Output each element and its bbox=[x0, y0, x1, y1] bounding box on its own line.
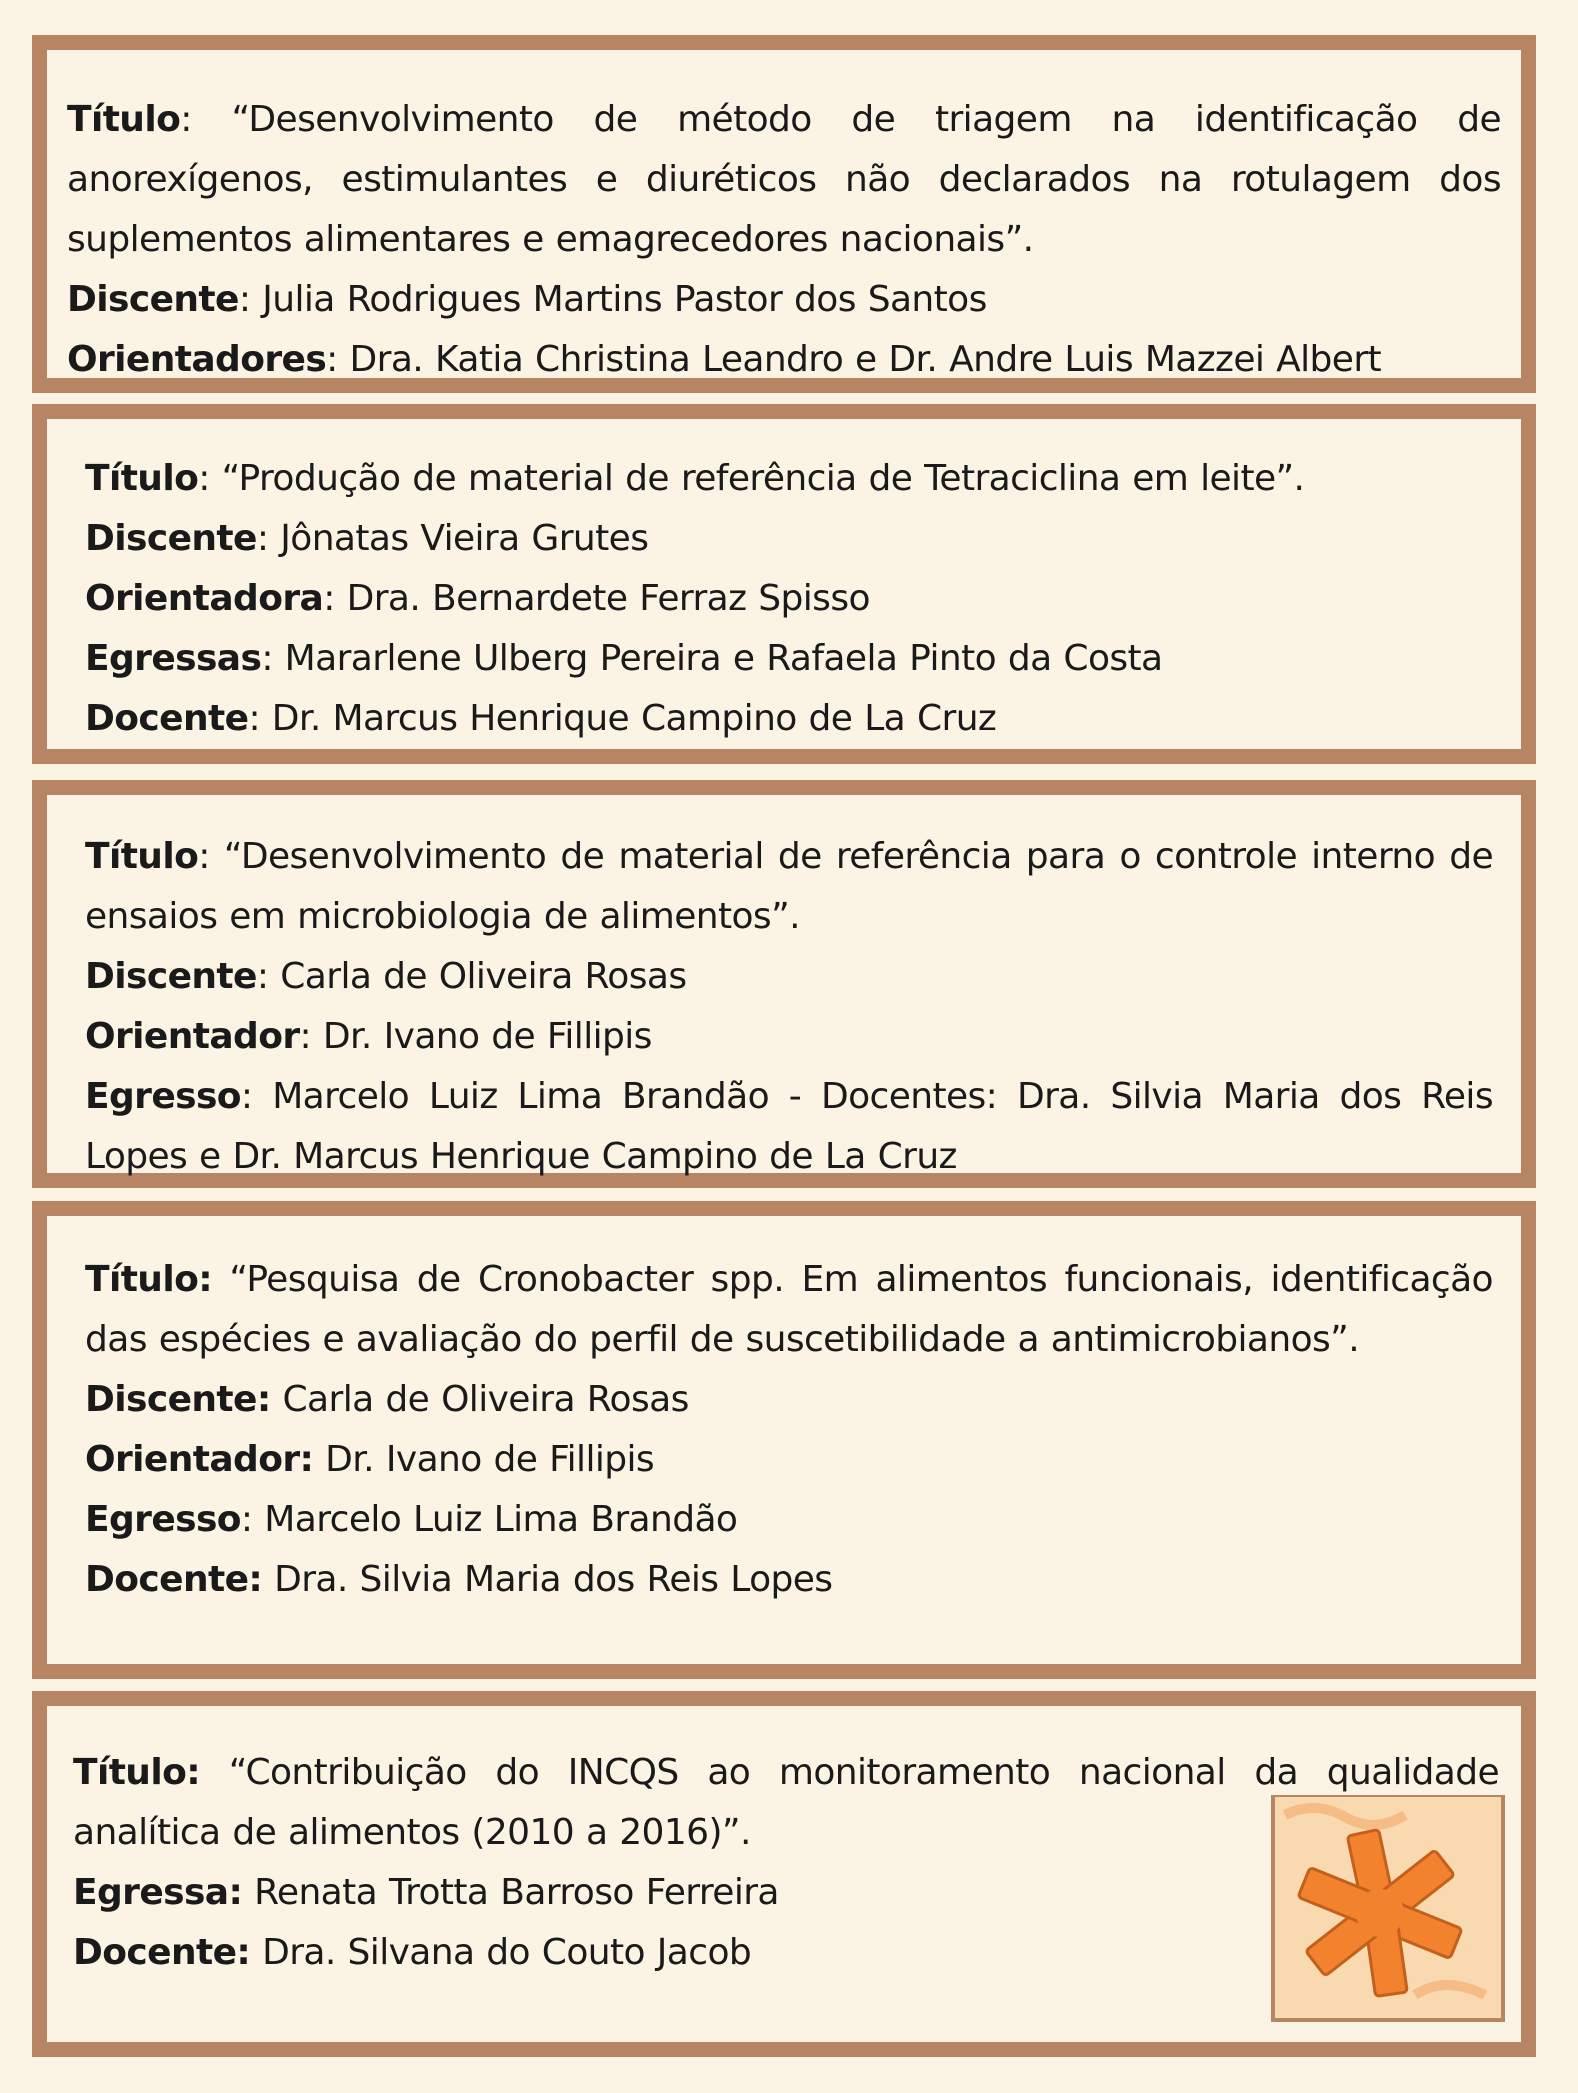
discente-label: Discente bbox=[67, 279, 239, 320]
orientador-value: : Dr. Ivano de Fillipis bbox=[299, 1016, 652, 1057]
orientadores-value: : Dra. Katia Christina Leandro e Dr. Andre Luis Mazzei Albert bbox=[326, 339, 1382, 380]
discente-label: Discente: bbox=[85, 1379, 271, 1420]
project-card-body bbox=[47, 795, 1521, 1177]
orientador-line bbox=[85, 1007, 1493, 1067]
egressa-value: Renata Trotta Barroso Ferreira bbox=[242, 1872, 779, 1913]
orientador-label: Orientador bbox=[85, 1016, 300, 1057]
docente-line bbox=[85, 1550, 1493, 1610]
project-card-body bbox=[47, 50, 1521, 378]
egressas-value: : Mararlene Ulberg Pereira e Rafaela Pinto da Costa bbox=[261, 638, 1163, 679]
project-card-2 bbox=[32, 404, 1536, 764]
egresso-line bbox=[85, 1490, 1493, 1550]
egressas-line bbox=[85, 629, 1493, 689]
asterisk-logo-graphic bbox=[1255, 1795, 1505, 2023]
orientador-value: Dr. Ivano de Fillipis bbox=[313, 1439, 655, 1480]
egresso-label: Egresso bbox=[85, 1499, 241, 1540]
project-card-1 bbox=[32, 35, 1536, 393]
titulo-label: Título bbox=[85, 458, 199, 499]
orientadores-label: Orientadores bbox=[67, 339, 327, 380]
discente-label: Discente bbox=[85, 518, 257, 559]
titulo-label: Título: bbox=[85, 1259, 213, 1300]
titulo-value: : “Desenvolvimento de método de triagem na identificação de anorexígenos, estimulantes e diuréticos não declarados na rotulagem dos suplementos alimentares e emagrecedores nacionais”. bbox=[67, 99, 1501, 260]
egresso-value: : Marcelo Luiz Lima Brandão - Docentes: Dra. Silvia Maria dos Reis Lopes e Dr. Marcus Henrique Campino de La Cruz bbox=[85, 1076, 1493, 1177]
orientadora-value: : Dra. Bernardete Ferraz Spisso bbox=[323, 578, 870, 619]
project-text bbox=[67, 90, 1501, 390]
project-card-body bbox=[47, 419, 1521, 749]
titulo-line bbox=[67, 90, 1501, 270]
docente-value: Dra. Silvia Maria dos Reis Lopes bbox=[262, 1559, 833, 1600]
project-text bbox=[85, 827, 1493, 1187]
docente-value: : Dr. Marcus Henrique Campino de La Cruz bbox=[248, 698, 997, 739]
titulo-line bbox=[85, 827, 1493, 947]
project-text bbox=[85, 449, 1493, 749]
orientadores-line bbox=[67, 330, 1501, 390]
orientador-line bbox=[85, 1430, 1493, 1490]
titulo-value: : “Desenvolvimento de material de referência para o controle interno de ensaios em microbiologia de alimentos”. bbox=[85, 836, 1493, 937]
titulo-value: “Pesquisa de Cronobacter spp. Em alimentos funcionais, identificação das espécies e avaliação do perfil de suscetibilidade a antimicrobianos”. bbox=[85, 1259, 1493, 1360]
discente-value: Carla de Oliveira Rosas bbox=[270, 1379, 689, 1420]
docente-label: Docente: bbox=[85, 1559, 263, 1600]
discente-line bbox=[85, 509, 1493, 569]
egresso-value: : Marcelo Luiz Lima Brandão bbox=[240, 1499, 738, 1540]
asterisk-logo-icon bbox=[1255, 1795, 1505, 2023]
discente-value: : Julia Rodrigues Martins Pastor dos Santos bbox=[238, 279, 987, 320]
discente-line bbox=[85, 947, 1493, 1007]
project-card-3 bbox=[32, 780, 1536, 1188]
titulo-value: : “Produção de material de referência de Tetraciclina em leite”. bbox=[198, 458, 1305, 499]
project-card-body bbox=[47, 1216, 1521, 1664]
titulo-value: “Contribuição do INCQS ao monitoramento nacional da qualidade analítica de alimentos (2010 a 2016)”. bbox=[73, 1752, 1499, 1853]
orientadora-label: Orientadora bbox=[85, 578, 324, 619]
titulo-label: Título: bbox=[73, 1752, 201, 1793]
discente-line bbox=[85, 1370, 1493, 1430]
titulo-line bbox=[85, 449, 1493, 509]
discente-label: Discente bbox=[85, 956, 257, 997]
docente-label: Docente: bbox=[73, 1932, 251, 1973]
titulo-label: Título bbox=[67, 99, 181, 140]
docente-label: Docente bbox=[85, 698, 249, 739]
egresso-line bbox=[85, 1067, 1493, 1187]
egressa-label: Egressa: bbox=[73, 1872, 243, 1913]
project-card-4 bbox=[32, 1201, 1536, 1679]
titulo-label: Título bbox=[85, 836, 199, 877]
discente-value: : Jônatas Vieira Grutes bbox=[256, 518, 649, 559]
project-text bbox=[85, 1250, 1493, 1610]
orientador-label: Orientador: bbox=[85, 1439, 314, 1480]
egresso-label: Egresso bbox=[85, 1076, 241, 1117]
docente-value: Dra. Silvana do Couto Jacob bbox=[250, 1932, 752, 1973]
discente-value: : Carla de Oliveira Rosas bbox=[256, 956, 687, 997]
discente-line bbox=[67, 270, 1501, 330]
egressas-label: Egressas bbox=[85, 638, 262, 679]
orientadora-line bbox=[85, 569, 1493, 629]
titulo-line bbox=[85, 1250, 1493, 1370]
docente-line bbox=[85, 689, 1493, 749]
